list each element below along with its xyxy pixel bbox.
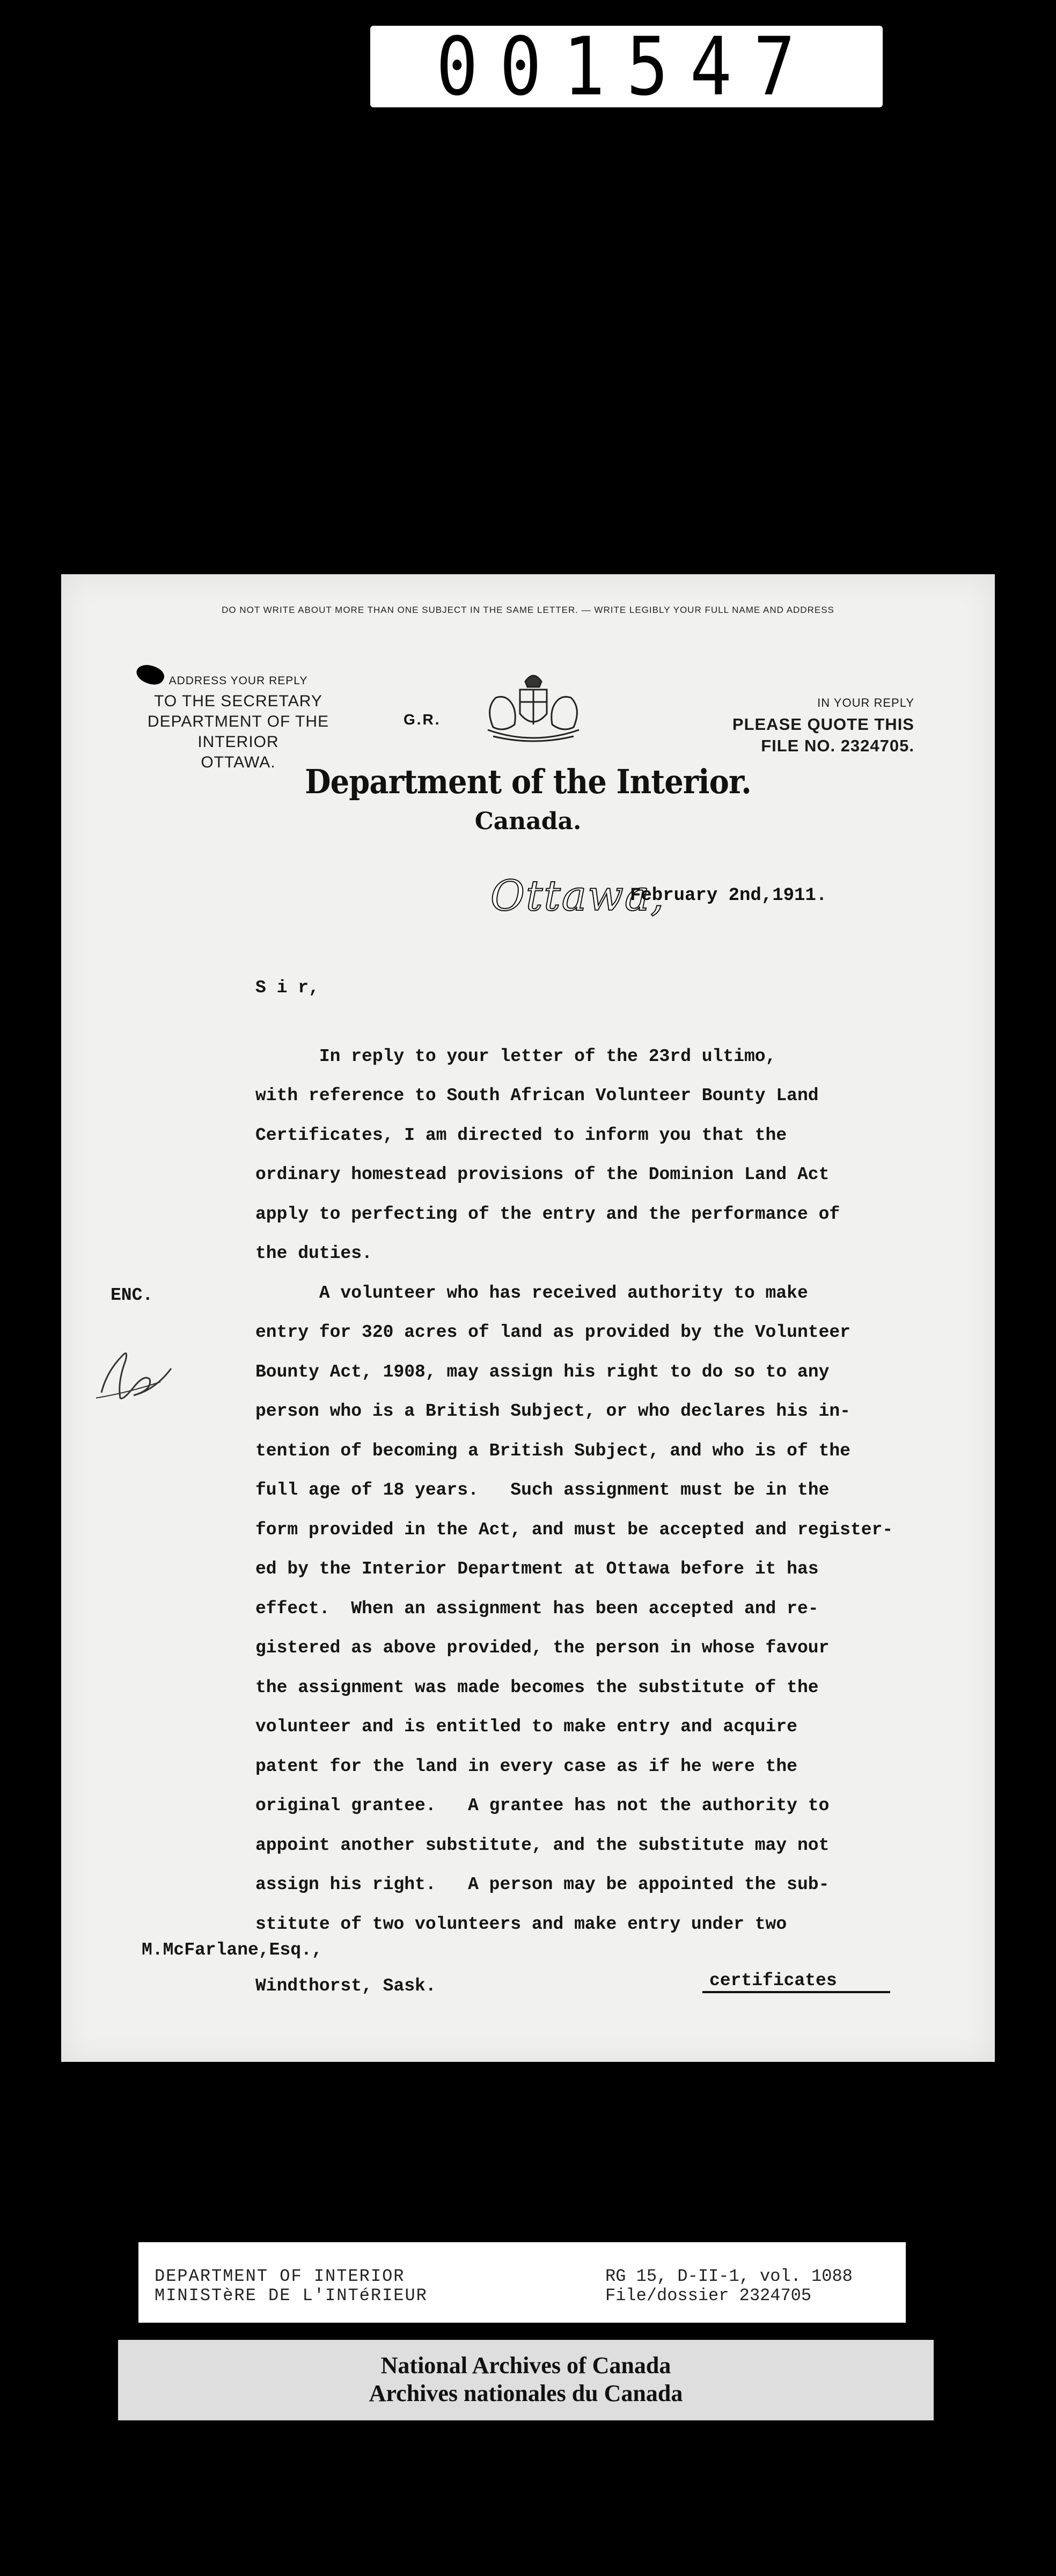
recipient-name: M.McFarlane,Esq.,	[142, 1940, 322, 1960]
file-number: FILE NO. 2324705.	[761, 736, 914, 755]
body-line: with reference to South African Volunteer Bounty Land	[255, 1086, 819, 1106]
catchword: certificates	[709, 1971, 837, 1990]
body-line: original grantee. A grantee has not the authority to	[255, 1796, 830, 1816]
archive-reference-department	[155, 2267, 428, 2306]
archives-label-french: Archives nationales du Canada	[369, 2380, 683, 2406]
reference-line: DEPARTMENT OF INTERIOR	[155, 2266, 405, 2286]
enclosure-note: ENC.	[111, 1285, 153, 1305]
body-line: gistered as above provided, the person in whose favour	[255, 1638, 830, 1658]
body-line: full age of 18 years. Such assignment must be in the	[255, 1480, 830, 1500]
reply-block	[689, 692, 914, 757]
dateline-date: February 2nd,1911.	[630, 885, 827, 906]
archives-label	[118, 2340, 934, 2420]
body-line: entry for 320 acres of land as provided by the Volunteer	[255, 1322, 850, 1342]
country-title: Canada.	[474, 808, 582, 835]
body-line: appoint another substitute, and the substitute may not	[255, 1835, 830, 1855]
body-line: the duties.	[255, 1243, 372, 1263]
body-line: the assignment was made becomes the substitute of the	[255, 1678, 819, 1697]
body-line: volunteer and is entitled to make entry and acquire	[255, 1717, 797, 1737]
reply-line: IN YOUR REPLY	[817, 696, 914, 709]
body-line: stitute of two volunteers and make entry under two	[255, 1914, 787, 1934]
recipient-location: Windthorst, Sask.	[255, 1976, 436, 1996]
archive-reference-file	[605, 2267, 853, 2306]
body-line: ed by the Interior Department at Ottawa before it has	[255, 1559, 819, 1579]
body-line: form provided in the Act, and must be accepted and register-	[255, 1520, 893, 1540]
body-line: ordinary homestead provisions of the Dominion Land Act	[255, 1165, 830, 1184]
body-line: patent for the land in every case as if he were the	[255, 1757, 797, 1776]
address-line: ADDRESS YOUR REPLY	[168, 675, 308, 687]
address-line: DEPARTMENT OF THE INTERIOR	[147, 713, 329, 751]
handwritten-initials	[91, 1328, 193, 1403]
body-line: person who is a British Subject, or who declares his in-	[255, 1401, 850, 1421]
body-line: apply to perfecting of the entry and the performance of	[255, 1204, 840, 1224]
address-line: TO THE SECRETARY	[154, 692, 322, 710]
address-line: OTTAWA.	[201, 753, 276, 771]
archive-reference-box	[138, 2242, 906, 2323]
reference-line: File/dossier 2324705	[605, 2286, 812, 2306]
letterhead-notice: DO NOT WRITE ABOUT MORE THAN ONE SUBJECT IN THE SAME LETTER. — WRITE LEGIBLY YOUR FULL NAME AND ADDRESS	[222, 605, 834, 615]
frame-number-label	[370, 19, 883, 114]
department-title: Department of the Interior.	[305, 762, 751, 801]
reference-line: MINISTèRE DE L'INTéRIEUR	[155, 2286, 428, 2306]
body-line: A volunteer who has received authority to make	[255, 1283, 808, 1303]
body-line: tention of becoming a British Subject, and who is of the	[255, 1441, 850, 1461]
body-line: Certificates, I am directed to inform you that the	[255, 1125, 787, 1145]
body-line: effect. When an assignment has been accepted and re-	[255, 1599, 819, 1619]
frame-number: 001547	[436, 19, 817, 114]
catchword-underline	[702, 1991, 890, 1993]
body-line: In reply to your letter of the 23rd ultimo,	[255, 1046, 776, 1066]
royal-cypher: G.R.	[404, 711, 441, 728]
dateline-place: Ottawa,	[490, 872, 665, 920]
royal-coat-of-arms-icon	[474, 665, 592, 746]
salutation: S i r,	[255, 978, 319, 998]
address-block	[112, 671, 364, 773]
reference-line: RG 15, D-II-1, vol. 1088	[605, 2266, 853, 2286]
letter-page	[61, 574, 995, 2062]
body-line: assign his right. A person may be appointed the sub-	[255, 1875, 830, 1894]
archives-label-english: National Archives of Canada	[380, 2352, 671, 2379]
reply-line: PLEASE QUOTE THIS	[732, 715, 914, 734]
body-line: Bounty Act, 1908, may assign his right to do so to any	[255, 1362, 830, 1382]
